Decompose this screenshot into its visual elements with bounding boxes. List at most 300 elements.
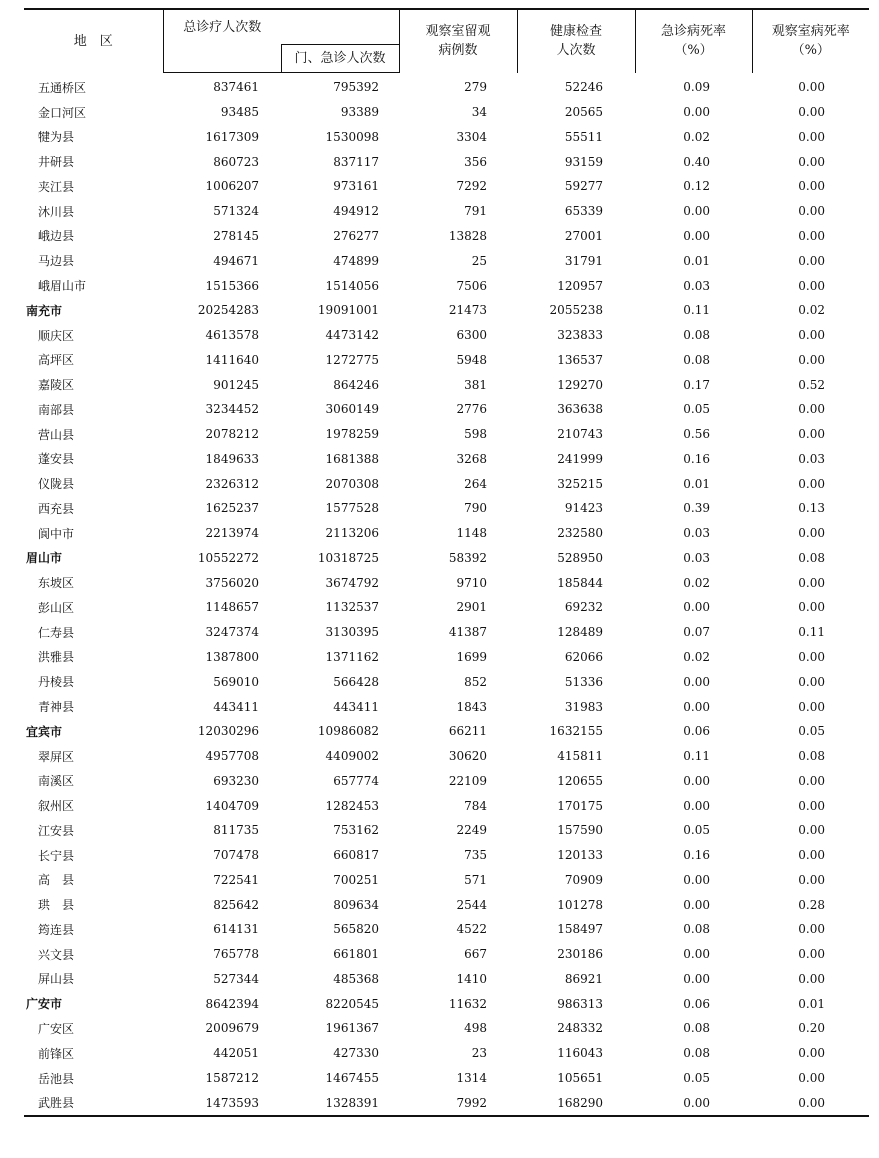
cell-emergency-mortality: 0.05 bbox=[683, 402, 710, 417]
cell-health-check: 51336 bbox=[564, 674, 603, 689]
cell-emergency-mortality: 0.00 bbox=[683, 228, 710, 243]
cell-total-visits: 1148657 bbox=[205, 600, 259, 615]
cell-health-check: 232580 bbox=[557, 526, 603, 541]
cell-observation-cases: 791 bbox=[464, 204, 487, 219]
cell-observation-mortality: 0.00 bbox=[752, 1090, 869, 1116]
cell-region: 嘉陵区 bbox=[38, 378, 75, 393]
cell-observation-mortality: 0.00 bbox=[798, 798, 825, 813]
cell-emergency-mortality: 0.03 bbox=[683, 550, 710, 565]
cell-observation-mortality: 0.11 bbox=[798, 625, 825, 640]
cell-outpatient-emergency: 1282453 bbox=[325, 798, 379, 813]
cell-region: 井研县 bbox=[38, 155, 75, 170]
cell-total-visits: 1411640 bbox=[205, 352, 259, 367]
cell-region: 仪陇县 bbox=[38, 477, 75, 492]
table-row bbox=[24, 323, 869, 348]
cell-observation-cases: 4522 bbox=[456, 922, 487, 937]
table-row bbox=[24, 669, 869, 694]
cell-outpatient-emergency: 494912 bbox=[333, 204, 379, 219]
cell-emergency-mortality: 0.00 bbox=[683, 971, 710, 986]
cell-region: 珙 县 bbox=[38, 898, 75, 913]
cell-observation-mortality: 0.00 bbox=[798, 80, 825, 95]
cell-observation-cases: 852 bbox=[464, 674, 487, 689]
cell-emergency-mortality: 0.00 bbox=[635, 1090, 752, 1116]
cell-total-visits: 3247374 bbox=[205, 625, 259, 640]
cell-observation-mortality: 0.00 bbox=[798, 476, 825, 491]
cell-observation-mortality: 0.13 bbox=[798, 501, 825, 516]
cell-observation-cases: 356 bbox=[464, 154, 487, 169]
cell-health-check: 27001 bbox=[564, 228, 603, 243]
cell-observation-mortality: 0.00 bbox=[798, 526, 825, 541]
cell-observation-mortality: 0.08 bbox=[798, 550, 825, 565]
table-row bbox=[24, 570, 869, 595]
table-row bbox=[24, 298, 869, 323]
table-row bbox=[24, 694, 869, 719]
cell-region: 广安市 bbox=[26, 997, 63, 1012]
table-row bbox=[24, 496, 869, 521]
cell-outpatient-emergency: 1467455 bbox=[325, 1071, 379, 1085]
cell-region: 南部县 bbox=[38, 402, 75, 417]
cell-emergency-mortality: 0.17 bbox=[683, 377, 710, 392]
cell-observation-mortality: 0.52 bbox=[798, 377, 825, 392]
table-row bbox=[24, 744, 869, 769]
table-row bbox=[24, 917, 869, 942]
cell-observation-cases: 1699 bbox=[456, 649, 487, 664]
table-row bbox=[24, 942, 869, 967]
cell-total-visits: 93485 bbox=[220, 105, 259, 120]
cell-observation-mortality: 0.00 bbox=[798, 228, 825, 243]
cell-health-check: 31983 bbox=[564, 699, 603, 714]
cell-observation-cases: 1314 bbox=[456, 1071, 487, 1085]
cell-health-check: 363638 bbox=[557, 402, 603, 417]
cell-outpatient-emergency: 809634 bbox=[333, 897, 379, 912]
cell-outpatient-emergency: 1978259 bbox=[325, 427, 379, 442]
cell-region: 洪雅县 bbox=[38, 650, 75, 665]
cell-observation-cases: 571 bbox=[464, 872, 487, 887]
cell-observation-mortality: 0.01 bbox=[798, 996, 825, 1011]
cell-outpatient-emergency: 19091001 bbox=[317, 303, 379, 318]
cell-health-check: 120133 bbox=[557, 848, 603, 863]
cell-observation-cases: 2776 bbox=[456, 402, 487, 417]
cell-observation-mortality: 0.00 bbox=[798, 575, 825, 590]
table-row bbox=[24, 372, 869, 397]
cell-total-visits: 825642 bbox=[213, 897, 259, 912]
header-outpatient-emergency: 门、急诊人次数 bbox=[281, 45, 399, 73]
cell-health-check: 69232 bbox=[564, 600, 603, 615]
cell-emergency-mortality: 0.02 bbox=[683, 649, 710, 664]
cell-observation-cases: 5948 bbox=[456, 352, 487, 367]
header-observation-mortality: 观察室病死率 （%） bbox=[752, 9, 869, 73]
cell-region: 彭山区 bbox=[38, 600, 75, 615]
cell-total-visits: 12030296 bbox=[197, 724, 259, 739]
cell-observation-cases: 30620 bbox=[448, 749, 487, 764]
cell-total-visits: 765778 bbox=[213, 947, 259, 962]
cell-total-visits: 1849633 bbox=[205, 451, 259, 466]
cell-total-visits: 442051 bbox=[213, 1046, 259, 1061]
cell-emergency-mortality: 0.06 bbox=[683, 724, 710, 739]
cell-health-check: 120957 bbox=[557, 278, 603, 293]
cell-outpatient-emergency: 864246 bbox=[333, 377, 379, 392]
cell-outpatient-emergency: 1328391 bbox=[281, 1090, 399, 1116]
cell-health-check: 129270 bbox=[557, 377, 603, 392]
table-row bbox=[24, 397, 869, 422]
table-row bbox=[24, 471, 869, 496]
table-row bbox=[24, 818, 869, 843]
table-row bbox=[24, 248, 869, 273]
cell-region: 屏山县 bbox=[38, 972, 75, 987]
cell-observation-cases: 1148 bbox=[456, 526, 487, 541]
cell-total-visits: 4957708 bbox=[205, 749, 259, 764]
cell-region: 岳池县 bbox=[38, 1071, 75, 1086]
cell-outpatient-emergency: 1577528 bbox=[325, 501, 379, 516]
table-row bbox=[24, 892, 869, 917]
cell-health-check: 31791 bbox=[564, 253, 603, 268]
cell-total-visits: 571324 bbox=[213, 204, 259, 219]
table-row bbox=[24, 768, 869, 793]
cell-health-check: 230186 bbox=[557, 947, 603, 962]
cell-outpatient-emergency: 1514056 bbox=[325, 278, 379, 293]
cell-outpatient-emergency: 973161 bbox=[333, 179, 379, 194]
cell-health-check: 62066 bbox=[564, 649, 603, 664]
cell-observation-mortality: 0.00 bbox=[798, 1046, 825, 1061]
cell-emergency-mortality: 0.11 bbox=[683, 749, 710, 764]
cell-health-check: 158497 bbox=[557, 922, 603, 937]
cell-emergency-mortality: 0.06 bbox=[683, 996, 710, 1011]
cell-emergency-mortality: 0.05 bbox=[683, 1071, 710, 1085]
cell-region: 翠屏区 bbox=[38, 749, 75, 764]
cell-outpatient-emergency: 700251 bbox=[333, 872, 379, 887]
cell-health-check: 210743 bbox=[557, 427, 603, 442]
cell-observation-cases: 279 bbox=[464, 80, 487, 95]
cell-total-visits: 1625237 bbox=[205, 501, 259, 516]
cell-emergency-mortality: 0.03 bbox=[683, 278, 710, 293]
cell-emergency-mortality: 0.03 bbox=[683, 526, 710, 541]
table-row bbox=[24, 100, 869, 125]
cell-observation-cases: 735 bbox=[464, 848, 487, 863]
cell-observation-mortality: 0.00 bbox=[798, 328, 825, 343]
cell-region: 南溪区 bbox=[38, 774, 75, 789]
cell-observation-cases: 22109 bbox=[448, 773, 487, 788]
cell-observation-cases: 498 bbox=[464, 1021, 487, 1036]
cell-region: 江安县 bbox=[38, 823, 75, 838]
table-row bbox=[24, 1041, 869, 1066]
cell-observation-mortality: 0.20 bbox=[798, 1021, 825, 1036]
table-row bbox=[24, 125, 869, 150]
cell-region: 仁寿县 bbox=[38, 625, 75, 640]
cell-health-check: 55511 bbox=[564, 129, 603, 144]
cell-region: 马边县 bbox=[38, 254, 75, 269]
cell-health-check: 185844 bbox=[557, 575, 603, 590]
cell-health-check: 136537 bbox=[557, 352, 603, 367]
cell-emergency-mortality: 0.00 bbox=[683, 947, 710, 962]
cell-outpatient-emergency: 276277 bbox=[333, 228, 379, 243]
header-total-visits: 总诊疗人次数 bbox=[163, 9, 281, 45]
cell-observation-cases: 34 bbox=[471, 105, 487, 120]
cell-region: 广安区 bbox=[38, 1021, 75, 1036]
cell-health-check: 116043 bbox=[557, 1046, 603, 1061]
cell-observation-cases: 25 bbox=[471, 253, 487, 268]
cell-outpatient-emergency: 3130395 bbox=[325, 625, 379, 640]
cell-total-visits: 527344 bbox=[213, 971, 259, 986]
cell-outpatient-emergency: 565820 bbox=[333, 922, 379, 937]
cell-observation-mortality: 0.00 bbox=[798, 402, 825, 417]
table-row bbox=[24, 1016, 869, 1041]
cell-observation-cases: 23 bbox=[471, 1046, 487, 1061]
table-header bbox=[24, 9, 869, 73]
cell-observation-cases: 7292 bbox=[456, 179, 487, 194]
cell-emergency-mortality: 0.08 bbox=[683, 922, 710, 937]
table-row bbox=[24, 620, 869, 645]
cell-total-visits: 707478 bbox=[213, 848, 259, 863]
cell-region: 峨边县 bbox=[38, 229, 75, 244]
header-emergency-mortality: 急诊病死率 （%） bbox=[635, 9, 752, 73]
cell-observation-mortality: 0.05 bbox=[798, 724, 825, 739]
cell-region: 阆中市 bbox=[38, 526, 75, 541]
cell-region: 蓬安县 bbox=[38, 452, 75, 467]
cell-health-check: 248332 bbox=[557, 1021, 603, 1036]
cell-region: 高坪区 bbox=[38, 353, 75, 368]
cell-total-visits: 1617309 bbox=[205, 129, 259, 144]
cell-observation-cases: 58392 bbox=[448, 550, 487, 565]
cell-health-check: 986313 bbox=[557, 996, 603, 1011]
cell-emergency-mortality: 0.08 bbox=[683, 328, 710, 343]
cell-health-check: 93159 bbox=[564, 154, 603, 169]
cell-outpatient-emergency: 427330 bbox=[333, 1046, 379, 1061]
cell-region: 丹棱县 bbox=[38, 675, 75, 690]
cell-emergency-mortality: 0.00 bbox=[683, 674, 710, 689]
cell-observation-cases: 6300 bbox=[456, 328, 487, 343]
cell-observation-cases: 784 bbox=[464, 798, 487, 813]
cell-observation-cases: 2544 bbox=[456, 897, 487, 912]
cell-observation-mortality: 0.00 bbox=[798, 971, 825, 986]
table-row bbox=[24, 273, 869, 298]
cell-observation-cases: 3304 bbox=[456, 129, 487, 144]
cell-total-visits: 3756020 bbox=[205, 575, 259, 590]
table-row bbox=[24, 595, 869, 620]
cell-health-check: 70909 bbox=[564, 872, 603, 887]
cell-health-check: 128489 bbox=[557, 625, 603, 640]
cell-region: 叙州区 bbox=[38, 799, 75, 814]
cell-region: 前锋区 bbox=[38, 1046, 75, 1061]
cell-observation-cases: 667 bbox=[464, 947, 487, 962]
cell-observation-mortality: 0.08 bbox=[798, 749, 825, 764]
cell-emergency-mortality: 0.00 bbox=[683, 872, 710, 887]
cell-region: 沐川县 bbox=[38, 204, 75, 219]
table-row bbox=[24, 422, 869, 447]
cell-health-check: 2055238 bbox=[549, 303, 603, 318]
cell-observation-mortality: 0.02 bbox=[798, 303, 825, 318]
cell-region: 五通桥区 bbox=[38, 80, 87, 95]
cell-observation-cases: 3268 bbox=[456, 451, 487, 466]
cell-total-visits: 1515366 bbox=[205, 278, 259, 293]
cell-total-visits: 2213974 bbox=[205, 526, 259, 541]
cell-outpatient-emergency: 1132537 bbox=[325, 600, 379, 615]
cell-emergency-mortality: 0.01 bbox=[683, 476, 710, 491]
cell-emergency-mortality: 0.00 bbox=[683, 204, 710, 219]
header-health-check: 健康检查 人次数 bbox=[517, 9, 635, 73]
cell-observation-cases: 1410 bbox=[456, 971, 487, 986]
cell-outpatient-emergency: 2113206 bbox=[325, 526, 379, 541]
table-row bbox=[24, 446, 869, 471]
cell-outpatient-emergency: 474899 bbox=[333, 253, 379, 268]
table-row bbox=[24, 645, 869, 670]
cell-region: 峨眉山市 bbox=[38, 279, 87, 293]
cell-emergency-mortality: 0.09 bbox=[683, 80, 710, 95]
cell-total-visits: 811735 bbox=[213, 823, 259, 838]
cell-region: 西充县 bbox=[38, 501, 75, 516]
table-row bbox=[24, 1090, 869, 1116]
cell-observation-mortality: 0.00 bbox=[798, 105, 825, 120]
table-row bbox=[24, 793, 869, 818]
cell-total-visits: 4613578 bbox=[205, 328, 259, 343]
cell-region: 长宁县 bbox=[38, 848, 75, 863]
cell-total-visits: 1006207 bbox=[205, 179, 259, 194]
table-row bbox=[24, 546, 869, 571]
cell-outpatient-emergency: 10986082 bbox=[317, 724, 379, 739]
cell-emergency-mortality: 0.08 bbox=[683, 1021, 710, 1036]
cell-observation-mortality: 0.00 bbox=[798, 1071, 825, 1085]
cell-region: 眉山市 bbox=[26, 551, 63, 566]
table-row bbox=[24, 967, 869, 992]
cell-outpatient-emergency: 1681388 bbox=[325, 451, 379, 466]
cell-health-check: 86921 bbox=[564, 971, 603, 986]
cell-health-check: 170175 bbox=[557, 798, 603, 813]
cell-total-visits: 2009679 bbox=[205, 1021, 259, 1036]
cell-outpatient-emergency: 795392 bbox=[333, 80, 379, 95]
cell-emergency-mortality: 0.07 bbox=[683, 625, 710, 640]
table-row bbox=[24, 73, 869, 100]
cell-observation-mortality: 0.00 bbox=[798, 204, 825, 219]
cell-health-check: 168290 bbox=[517, 1090, 635, 1116]
cell-region: 宜宾市 bbox=[26, 724, 63, 739]
cell-emergency-mortality: 0.16 bbox=[683, 451, 710, 466]
table-row bbox=[24, 347, 869, 372]
cell-total-visits: 860723 bbox=[213, 154, 259, 169]
cell-emergency-mortality: 0.11 bbox=[683, 303, 710, 318]
cell-emergency-mortality: 0.02 bbox=[683, 129, 710, 144]
cell-total-visits: 901245 bbox=[213, 377, 259, 392]
cell-region: 金口河区 bbox=[38, 105, 87, 120]
cell-emergency-mortality: 0.12 bbox=[683, 179, 710, 194]
cell-health-check: 52246 bbox=[564, 80, 603, 95]
cell-health-check: 1632155 bbox=[549, 724, 603, 739]
cell-observation-mortality: 0.00 bbox=[798, 699, 825, 714]
cell-outpatient-emergency: 3674792 bbox=[325, 575, 379, 590]
cell-health-check: 325215 bbox=[557, 476, 603, 491]
cell-observation-mortality: 0.00 bbox=[798, 872, 825, 887]
cell-outpatient-emergency: 443411 bbox=[333, 699, 379, 714]
cell-outpatient-emergency: 1961367 bbox=[325, 1021, 379, 1036]
cell-region: 顺庆区 bbox=[38, 328, 75, 343]
cell-observation-cases: 598 bbox=[464, 427, 487, 442]
cell-total-visits: 2326312 bbox=[205, 476, 259, 491]
table-row bbox=[24, 991, 869, 1016]
cell-health-check: 415811 bbox=[557, 749, 603, 764]
table-row bbox=[24, 1066, 869, 1091]
cell-emergency-mortality: 0.05 bbox=[683, 823, 710, 838]
cell-emergency-mortality: 0.00 bbox=[683, 600, 710, 615]
table-row bbox=[24, 149, 869, 174]
cell-observation-mortality: 0.00 bbox=[798, 773, 825, 788]
cell-emergency-mortality: 0.56 bbox=[683, 427, 710, 442]
cell-emergency-mortality: 0.00 bbox=[683, 105, 710, 120]
cell-observation-cases: 7506 bbox=[456, 278, 487, 293]
cell-outpatient-emergency: 485368 bbox=[333, 971, 379, 986]
cell-health-check: 323833 bbox=[557, 328, 603, 343]
cell-health-check: 101278 bbox=[557, 897, 603, 912]
cell-emergency-mortality: 0.00 bbox=[683, 699, 710, 714]
cell-outpatient-emergency: 837117 bbox=[333, 154, 379, 169]
cell-outpatient-emergency: 93389 bbox=[340, 105, 379, 120]
cell-region: 南充市 bbox=[26, 303, 63, 318]
cell-outpatient-emergency: 661801 bbox=[333, 947, 379, 962]
cell-emergency-mortality: 0.00 bbox=[683, 897, 710, 912]
cell-observation-mortality: 0.00 bbox=[798, 947, 825, 962]
table-body bbox=[24, 73, 869, 1117]
cell-outpatient-emergency: 660817 bbox=[333, 848, 379, 863]
cell-outpatient-emergency: 566428 bbox=[333, 674, 379, 689]
cell-health-check: 20565 bbox=[564, 105, 603, 120]
cell-outpatient-emergency: 8220545 bbox=[325, 996, 379, 1011]
cell-outpatient-emergency: 4409002 bbox=[325, 749, 379, 764]
cell-observation-cases: 21473 bbox=[448, 303, 487, 318]
cell-health-check: 157590 bbox=[557, 823, 603, 838]
cell-total-visits: 494671 bbox=[213, 253, 259, 268]
cell-observation-mortality: 0.03 bbox=[798, 451, 825, 466]
cell-total-visits: 1587212 bbox=[205, 1071, 259, 1085]
table-row bbox=[24, 521, 869, 546]
cell-observation-mortality: 0.00 bbox=[798, 352, 825, 367]
cell-health-check: 65339 bbox=[564, 204, 603, 219]
cell-emergency-mortality: 0.01 bbox=[683, 253, 710, 268]
cell-observation-mortality: 0.00 bbox=[798, 129, 825, 144]
cell-emergency-mortality: 0.02 bbox=[683, 575, 710, 590]
cell-emergency-mortality: 0.40 bbox=[683, 154, 710, 169]
cell-total-visits: 693230 bbox=[213, 773, 259, 788]
cell-observation-cases: 2901 bbox=[456, 600, 487, 615]
cell-observation-cases: 7992 bbox=[399, 1090, 517, 1116]
cell-total-visits: 837461 bbox=[213, 80, 259, 95]
cell-total-visits: 1473593 bbox=[163, 1090, 281, 1116]
cell-region: 夹江县 bbox=[38, 179, 75, 194]
cell-total-visits: 278145 bbox=[213, 228, 259, 243]
cell-total-visits: 20254283 bbox=[197, 303, 259, 318]
cell-observation-cases: 13828 bbox=[448, 228, 487, 243]
cell-outpatient-emergency: 753162 bbox=[333, 823, 379, 838]
cell-health-check: 105651 bbox=[557, 1071, 603, 1085]
cell-health-check: 241999 bbox=[557, 451, 603, 466]
cell-observation-cases: 264 bbox=[464, 476, 487, 491]
cell-total-visits: 1404709 bbox=[205, 798, 259, 813]
cell-health-check: 528950 bbox=[557, 550, 603, 565]
table-row bbox=[24, 719, 869, 744]
cell-outpatient-emergency: 1272775 bbox=[325, 352, 379, 367]
table-row bbox=[24, 174, 869, 199]
cell-observation-cases: 2249 bbox=[456, 823, 487, 838]
cell-emergency-mortality: 0.16 bbox=[683, 848, 710, 863]
cell-observation-mortality: 0.00 bbox=[798, 253, 825, 268]
table-row bbox=[24, 868, 869, 893]
cell-region: 东坡区 bbox=[38, 576, 75, 591]
cell-outpatient-emergency: 1530098 bbox=[325, 129, 379, 144]
header-region: 地 区 bbox=[24, 9, 163, 73]
cell-outpatient-emergency: 657774 bbox=[333, 773, 379, 788]
cell-health-check: 59277 bbox=[564, 179, 603, 194]
cell-emergency-mortality: 0.39 bbox=[683, 501, 710, 516]
cell-outpatient-emergency: 4473142 bbox=[325, 328, 379, 343]
cell-total-visits: 3234452 bbox=[205, 402, 259, 417]
cell-observation-mortality: 0.00 bbox=[798, 427, 825, 442]
table-row bbox=[24, 224, 869, 249]
